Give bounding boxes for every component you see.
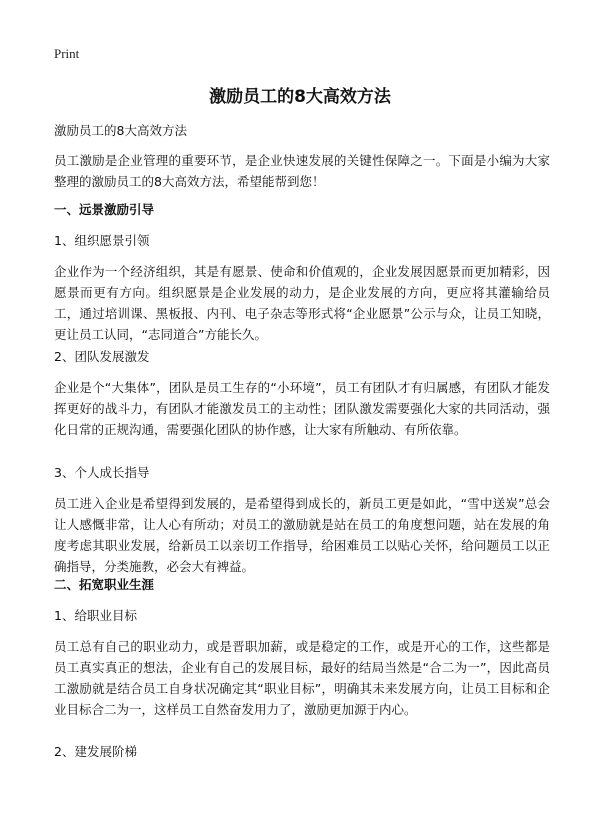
- item-heading-growth: 3、个人成长指导: [54, 465, 150, 480]
- document-subtitle: 激励员工的8大高效方法: [54, 123, 187, 138]
- item-heading-team: 2、团队发展激发: [54, 349, 150, 364]
- team-paragraph: 企业是个“大集体”，团队是员工生存的“小环境”，员工有团队才有归属感，有团队才能发挥更好的战斗力，有团队才能激发员工的主动性；团队激发需要强化大家的共同活动，强化日常的正规沟通，需要强化团队的协作感，让大家有所触动、有所依靠。: [54, 380, 550, 437]
- intro-paragraph: 员工激励是企业管理的重要环节，是企业快速发展的关键性保障之一。下面是小编为大家整理的激励员工的8大高效方法，希望能帮到您！: [54, 153, 550, 189]
- item-heading-career-goal: 1、给职业目标: [54, 608, 137, 623]
- print-label: Print: [54, 46, 80, 61]
- section-heading-vision: 一、远景激励引导: [54, 202, 155, 217]
- item-heading-ladder: 2、建发展阶梯: [54, 744, 137, 759]
- growth-paragraph: 员工进入企业是希望得到发展的，是希望得到成长的，新员工更是如此，“雪中送炭”总会让人感慨非常，让人心有所动；对员工的激励就是站在员工的角度想问题，站在发展的角度考虑其职业发展，给新员工以亲切工作指导，给困难员工以贴心关怀，给问题员工以正确指导，分类施教，必会大有裨益。: [54, 496, 550, 574]
- org-vision-paragraph: 企业作为一个经济组织，其是有愿景、使命和价值观的，企业发展因愿景而更加精彩，因愿景而更有方向。组织愿景是企业发展的动力，是企业发展的方向，更应将其灌输给员工，通过培训课、黑板报、内刊、电子杂志等形式将“企业愿景”公示与众，让员工知晓，更让员工认同，“志同道合”方能长久。: [54, 264, 550, 342]
- section-heading-career: 二、拓宽职业生涯: [54, 577, 155, 592]
- item-heading-org-vision: 1、组织愿景引领: [54, 233, 150, 248]
- page-title: 激励员工的8大高效方法: [209, 87, 391, 107]
- career-goal-paragraph: 员工总有自己的职业动力，或是晋职加薪，或是稳定的工作，或是开心的工作，这些都是员工真实真正的想法，企业有自己的发展目标，最好的结局当然是“合二为一”，因此高员工激励就是结合员工自身状况确定其“职业目标”，明确其未来发展方向，让员工目标和企业目标合二为一，这样员工自然奋发用力了，激励更加源于内心。: [54, 639, 550, 717]
